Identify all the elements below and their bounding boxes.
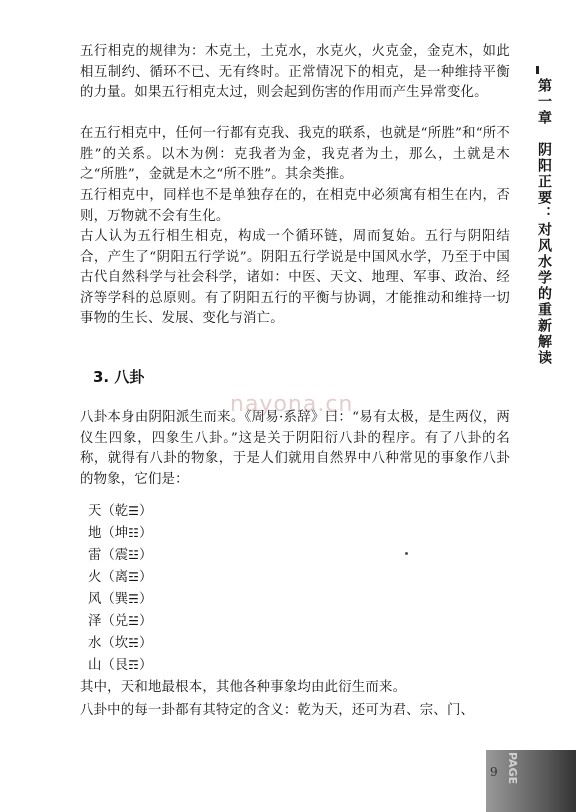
paren-open: （	[101, 592, 115, 607]
trigram-gua: 坎	[114, 636, 129, 651]
trigram-gua: 乾	[114, 504, 129, 519]
trigram-gua: 巽	[114, 592, 129, 607]
chapter-side-title: 第一章 阴阳正要：对风水学的重新解读	[536, 78, 552, 366]
chapter-side-rule-top	[536, 66, 539, 74]
section-heading: 3. 八卦	[93, 368, 145, 386]
trigram-row	[88, 567, 152, 588]
page-label: PAGE	[506, 752, 519, 785]
paragraph-4: 古人认为五行相生相克，构成一个循环链，周而复始。五行与阴阳结合，产生了“阴阳五行学说”。阴阳五行学说是中国风水学，乃至于中国古代自然科学与社会科学，诸如：中医、天文、地理、军事、政治、经济等学科的总原则。有了阴阳五行的平衡与协调，才能推动和维持一切事物的生长、发展、变化与消亡。	[80, 229, 510, 326]
trigram-symbol-icon: ☲	[128, 570, 139, 584]
trigram-gua: 震	[114, 548, 129, 563]
trigram-row	[88, 633, 152, 654]
paren-close: ）	[138, 570, 153, 585]
trigram-gua: 坤	[114, 526, 129, 541]
trigram-name: 天	[88, 504, 102, 519]
trigram-name: 火	[88, 570, 102, 585]
trigram-symbol-icon: ☴	[128, 592, 139, 606]
trigram-name: 山	[88, 658, 102, 673]
trigram-row	[88, 655, 152, 676]
paren-open: （	[101, 636, 115, 651]
bagua-intro: 八卦本身由阴阳派生而来。《周易·系辞》曰：“易有太极，是生两仪，两仪生四象，四象生八卦。”这是关于阴阳衍八卦的程序。有了八卦的名称，就得有八卦的物象，于是人们就用自然界中八种常见的事象作八卦的物象，它们是：	[80, 410, 510, 487]
trigram-row	[88, 545, 152, 566]
watermark: nayona.cn	[230, 392, 354, 417]
trigram-row	[88, 611, 152, 632]
paren-close: ）	[138, 614, 153, 629]
trigram-name: 地	[88, 526, 102, 541]
trigram-symbol-icon: ☰	[128, 504, 139, 518]
paren-close: ）	[138, 636, 153, 651]
trigram-name: 风	[88, 592, 102, 607]
trigram-gua: 离	[114, 570, 129, 585]
page-number: 9	[490, 765, 498, 779]
paren-open: （	[101, 658, 115, 673]
trigram-symbol-icon: ☵	[128, 636, 139, 650]
trigram-name: 水	[88, 636, 102, 651]
trigram-name: 雷	[88, 548, 102, 563]
trigram-gua: 兑	[114, 614, 129, 629]
closing-line-1: 其中，天和地最根本，其他各种事象均由此衍生而来。	[80, 680, 407, 695]
paragraph-3: 五行相克中，同样也不是单独存在的，在相克中必须寓有相生在内，否则，万物就不会有生化。	[80, 188, 510, 224]
closing-line-2: 八卦中的每一卦都有其特定的含义：乾为天，还可为君、宗、门、	[80, 703, 475, 718]
speck	[405, 552, 408, 555]
paragraph-1: 五行相克的规律为：木克土，土克水，水克火，火克金，金克木，如此相互制约、循环不已、无有终时。正常情况下的相克，是一种维持平衡的力量。如果五行相克太过，则会起到伤害的作用而产生异常变化。	[80, 44, 510, 100]
paren-close: ）	[138, 548, 153, 563]
paragraph-2: 在五行相克中，任何一行都有克我、我克的联系，也就是“所胜”和“所不胜”的关系。以木为例：克我者为金，我克者为土，那么，土就是木之“所胜”，金就是木之“所不胜”。其余类推。	[80, 126, 510, 182]
paren-close: ）	[138, 526, 153, 541]
page-tab	[486, 750, 576, 812]
trigram-row	[88, 523, 152, 544]
paren-close: ）	[138, 658, 153, 673]
paren-open: （	[101, 570, 115, 585]
paren-open: （	[101, 526, 115, 541]
trigram-symbol-icon: ☶	[128, 658, 139, 672]
trigram-row	[88, 589, 152, 610]
trigram-symbol-icon: ☱	[128, 614, 139, 628]
paren-open: （	[101, 504, 115, 519]
paren-open: （	[101, 614, 115, 629]
trigram-symbol-icon: ☳	[128, 548, 139, 562]
paren-close: ）	[138, 504, 153, 519]
trigram-name: 泽	[88, 614, 102, 629]
paren-close: ）	[138, 592, 153, 607]
trigram-gua: 艮	[114, 658, 129, 673]
trigram-symbol-icon: ☷	[128, 526, 139, 540]
paren-open: （	[101, 548, 115, 563]
trigram-row	[88, 501, 152, 522]
